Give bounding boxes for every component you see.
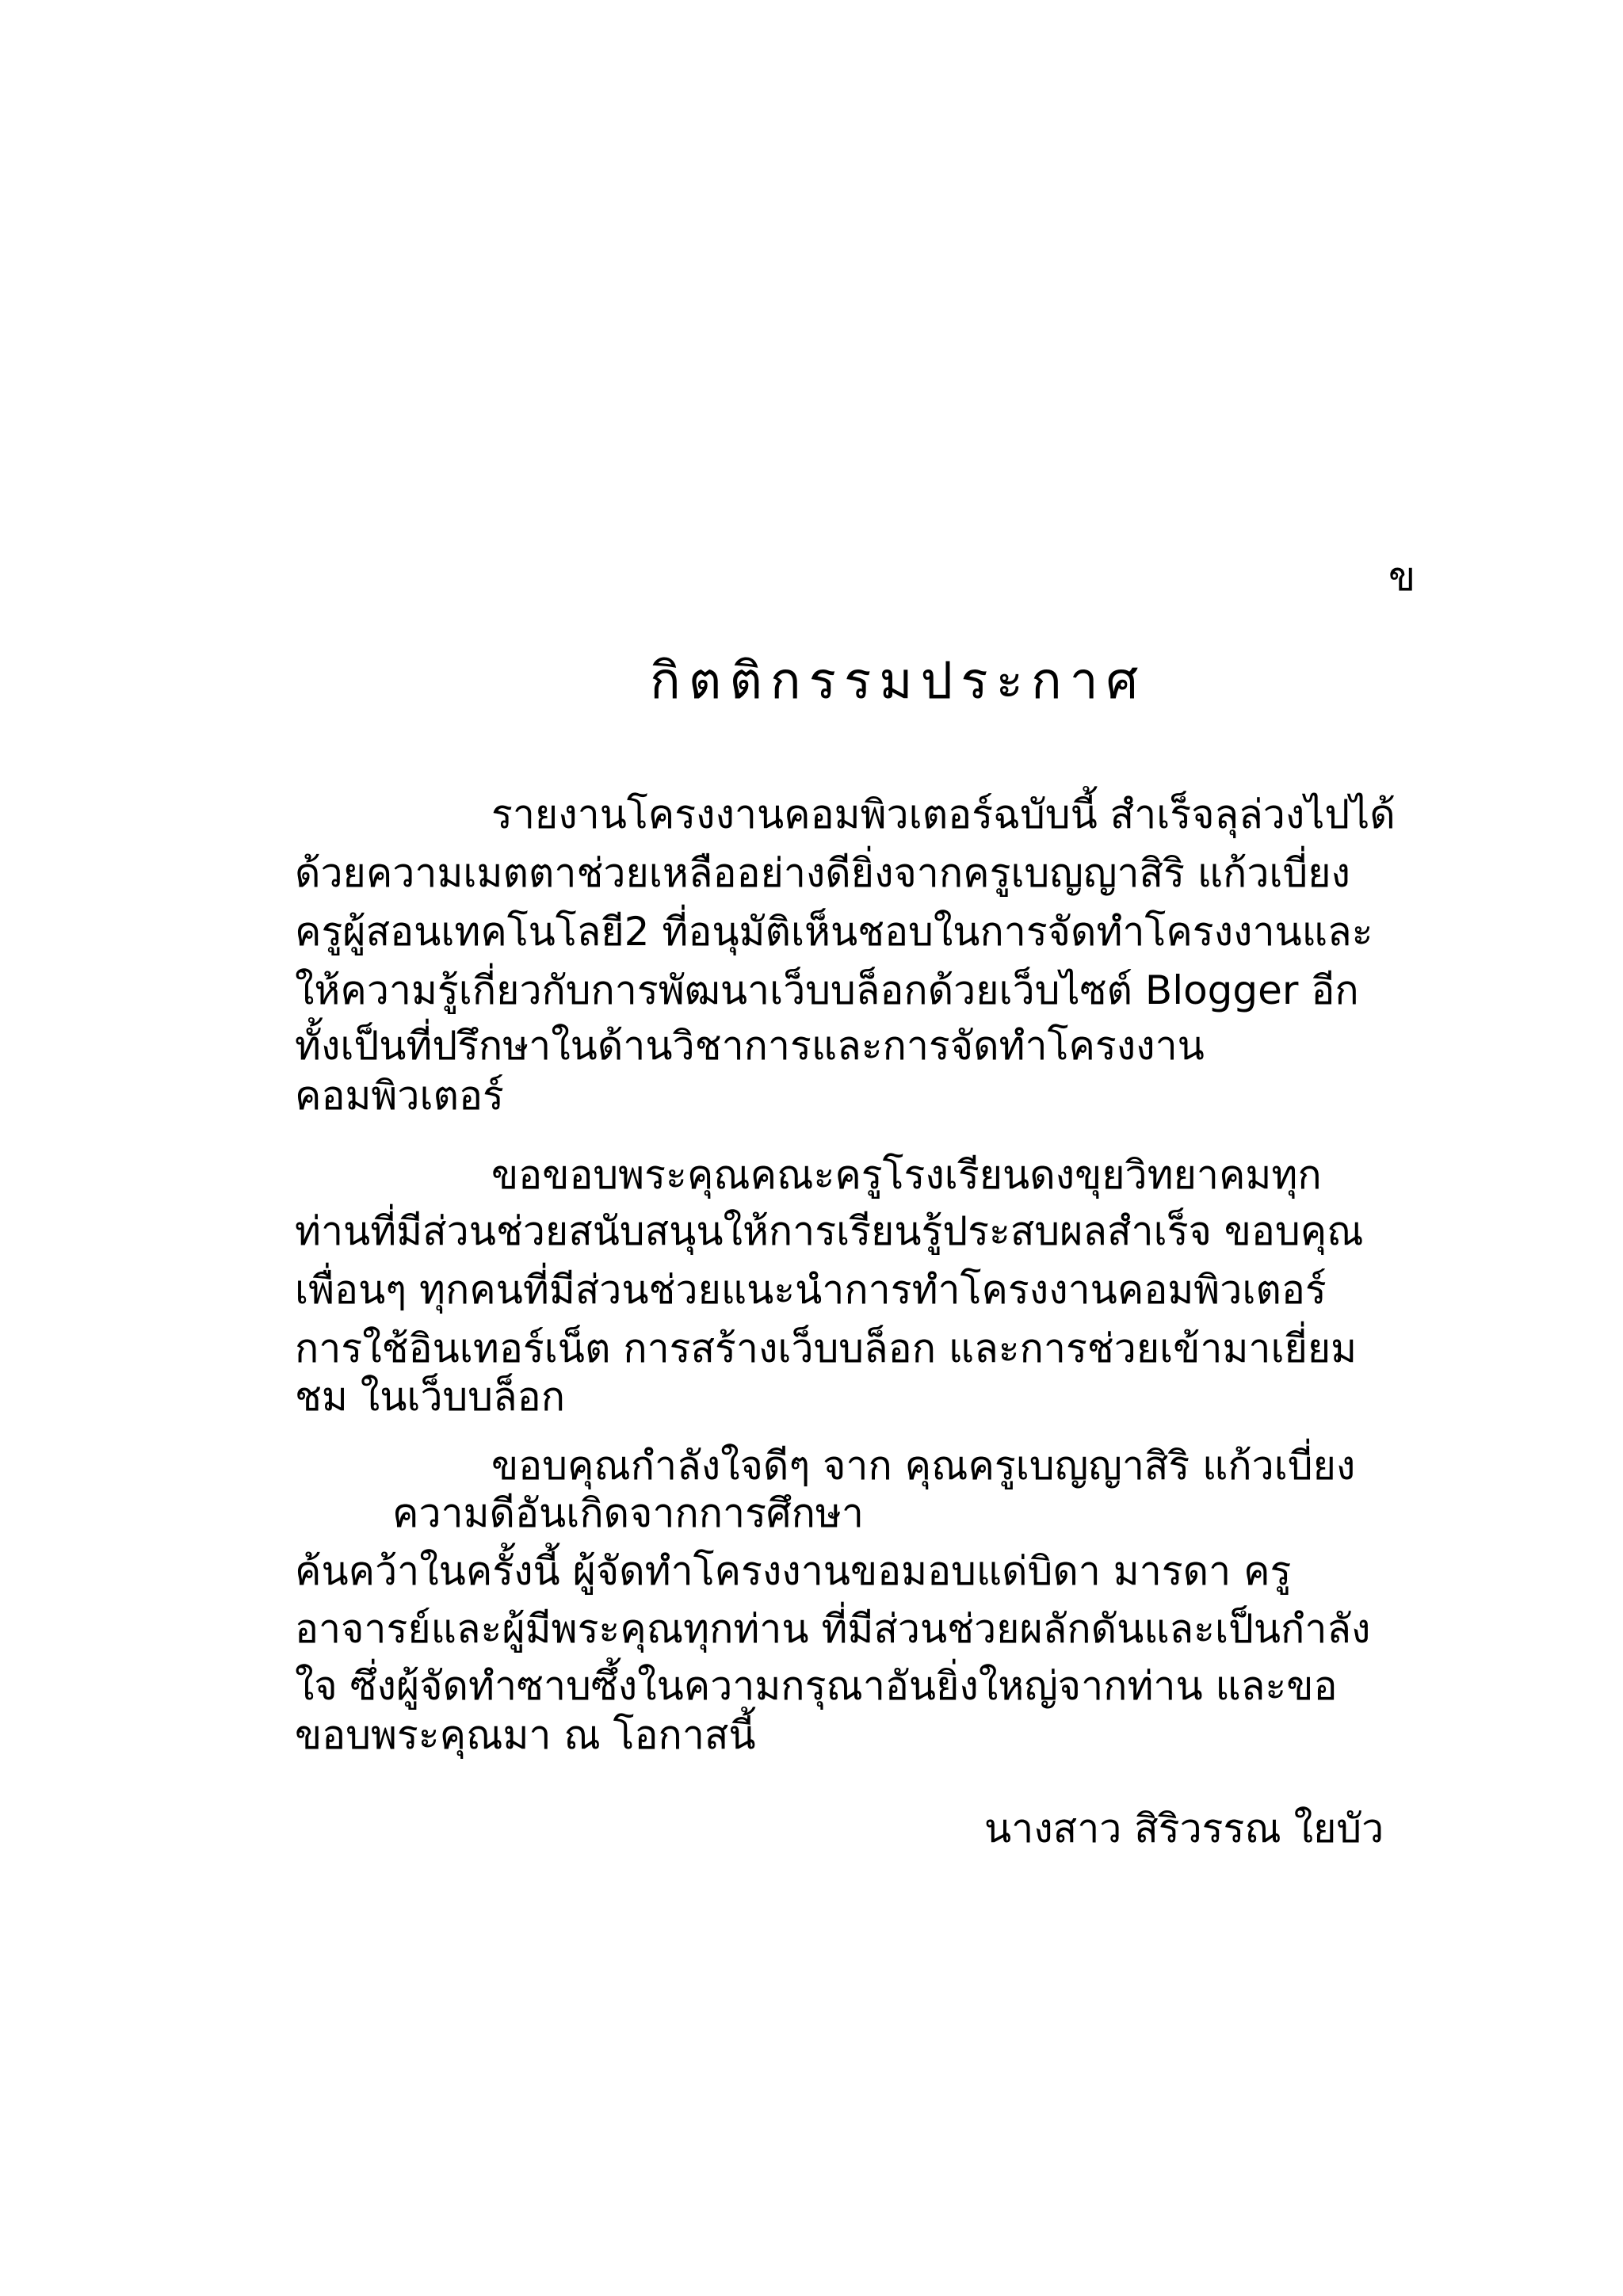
paragraph-1-line-2: ด้วยความเมตตาช่วยเหลืออย่างดียิ่งจากครูเบญญาสิริ แก้วเบี่ยง — [295, 850, 1350, 896]
paragraph-3-line-3: ค้นคว้าในครั้งนี้ ผู้จัดทำโครงงานขอมอบแด่บิดา มารดา ครู — [295, 1548, 1292, 1594]
paragraph-3-line-2: ความดีอันเกิดจากการศึกษา — [392, 1490, 864, 1536]
signature: นางสาว สิริวรรณ ใยบัว — [984, 1806, 1384, 1852]
paragraph-2-line-2: ท่านที่มีส่วนช่วยสนับสนุนให้การเรียนรู้ประสบผลสำเร็จ ขอบคุณ — [295, 1208, 1364, 1254]
paragraph-1-line-4: ให้ความรู้เกี่ยวกับการพัฒนาเว็บบล็อกด้วยเว็บไซต์ Blogger อีก — [295, 967, 1359, 1013]
paragraph-3-line-5: ใจ ซึ่งผู้จัดทำซาบซึ้งในความกรุณาอันยิ่งใหญ่จากท่าน และขอ — [295, 1663, 1338, 1709]
paragraph-1-line-5: ทั้งเป็นที่ปรึกษาในด้านวิชาการและการจัดทำโครงงาน — [295, 1023, 1205, 1069]
paragraph-1-line-6: คอมพิวเตอร์ — [295, 1073, 504, 1119]
paragraph-3-line-1: ขอบคุณกำลังใจดีๆ จาก คุณครูเบญญาสิริ แก้วเบี่ยง — [491, 1443, 1356, 1489]
paragraph-3-line-4: อาจารย์และผู้มีพระคุณทุกท่าน ที่มีส่วนช่วยผลักดันและเป็นกำลัง — [295, 1606, 1371, 1652]
paragraph-2-line-5: ชม ในเว็บบล็อก — [295, 1374, 565, 1420]
paragraph-1-line-3: ครูผู้สอนเทคโนโลยี2 ที่อนุมัติเห็นชอบในการจัดทำโครงงานและ — [295, 909, 1373, 955]
page-title: กิตติกรรมประกาศ — [650, 652, 1147, 711]
paragraph-1-line-1: รายงานโครงงานคอมพิวเตอร์ฉบับนี้ สำเร็จลุล่วงไปได้ — [491, 791, 1396, 837]
paragraph-3-line-6: ขอบพระคุณมา ณ โอกาสนี้ — [295, 1712, 756, 1758]
paragraph-2-line-4: การใช้อินเทอร์เน็ต การสร้างเว็บบล็อก และการช่วยเข้ามาเยี่ยม — [295, 1325, 1358, 1371]
page-number: ข — [1388, 554, 1416, 600]
paragraph-2-line-3: เพื่อนๆ ทุกคนที่มีส่วนช่วยแนะนำการทำโครงงานคอมพิวเตอร์ — [295, 1267, 1327, 1313]
paragraph-2-line-1: ขอขอบพระคุณคณะครูโรงเรียนดงขุยวิทยาคมทุก — [491, 1152, 1322, 1198]
